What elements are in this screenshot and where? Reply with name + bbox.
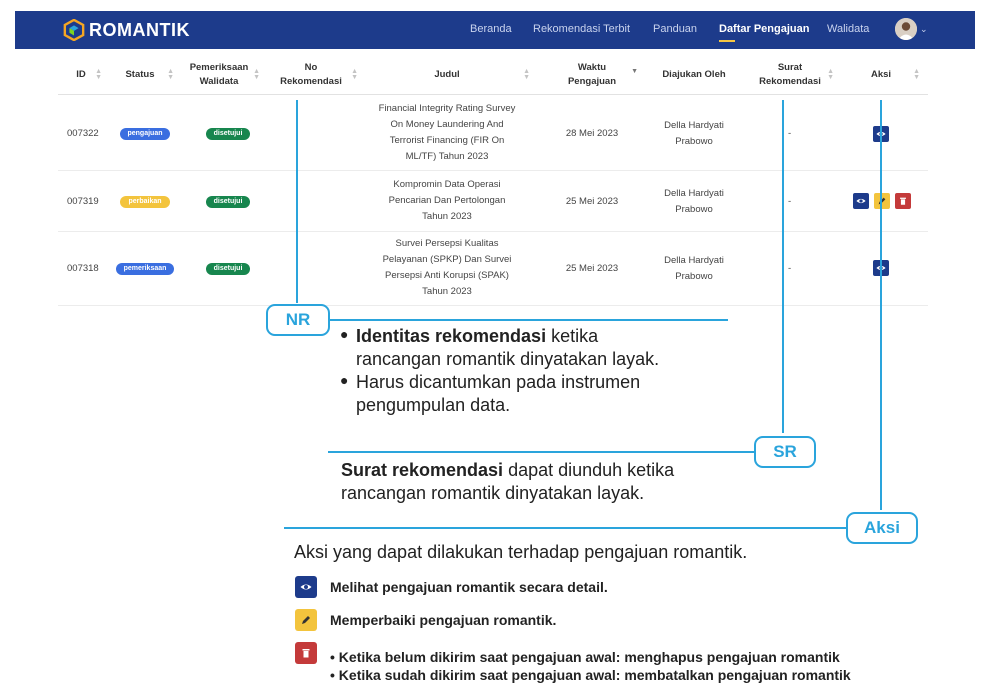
nr-note-1-bold: Identitas rekomendasi: [356, 326, 547, 346]
cell-waktu: 25 Mei 2023: [565, 263, 619, 274]
judul-line: Tahun 2023: [422, 211, 472, 222]
legend-delete-text-2: • Ketika sudah dikirim saat pengajuan awal: membatalkan pengajuan romantik: [330, 667, 851, 683]
nav-item-beranda[interactable]: Beranda: [470, 23, 512, 35]
col-header-waktu-pengajuan[interactable]: [544, 58, 640, 92]
judul-line: Persepsi Anti Korupsi (SPAK): [385, 270, 509, 281]
sr-underline: [328, 451, 754, 453]
cell-diajukan: [644, 253, 744, 285]
row-divider: [58, 170, 928, 171]
col-header-surat-line2: Rekomendasi: [759, 76, 821, 87]
view-button[interactable]: [853, 193, 869, 209]
nav-item-daftar-pengajuan[interactable]: Daftar Pengajuan: [719, 23, 810, 35]
col-header-aksi-label: Aksi: [870, 69, 892, 80]
sort-icon: ▲ ▼: [827, 68, 834, 81]
status-badge: pemeriksaan: [116, 263, 174, 275]
sort-icon: ▲ ▼: [253, 68, 260, 81]
nav-item-walidata[interactable]: Walidata: [827, 23, 870, 35]
chevron-down-icon[interactable]: ⌄: [920, 24, 928, 34]
row-divider: [58, 231, 928, 232]
pencil-icon: [877, 196, 887, 206]
col-header-pemeriksaan-line1: Pemeriksaan: [189, 62, 249, 73]
cell-diajukan: [644, 118, 744, 150]
diajukan-line: Della Hardyati: [664, 188, 724, 199]
legend-delete-line-1: Ketika belum dikirim saat pengajuan awal: menghapus pengajuan romantik: [338, 649, 840, 665]
trash-icon: [300, 647, 312, 659]
cell-diajukan: [644, 186, 744, 218]
legend-view-text: Melihat pengajuan romantik secara detail.: [330, 579, 608, 595]
avatar-image: [895, 18, 917, 40]
status-badge: pengajuan: [120, 128, 170, 140]
cell-surat: -: [788, 128, 792, 139]
judul-line: Pelayanan (SPKP) Dan Survei: [382, 254, 512, 265]
col-header-waktu-label: [568, 61, 616, 89]
judul-line: ML/TF) Tahun 2023: [405, 151, 489, 162]
logo-hexagon-icon: [63, 19, 85, 41]
judul-line: Kompromin Data Operasi: [393, 179, 501, 190]
sr-note-line2: rancangan romantik dinyatakan layak.: [341, 483, 645, 503]
pemeriksaan-badge: disetujui: [206, 196, 250, 208]
col-header-waktu-line1: Waktu: [577, 62, 607, 73]
judul-line: On Money Laundering And: [390, 119, 504, 130]
diajukan-line: Prabowo: [675, 271, 713, 282]
col-header-surat-rekomendasi[interactable]: [744, 58, 836, 92]
nr-note-1-line2: rancangan romantik dinyatakan layak.: [356, 349, 660, 369]
col-header-pemeriksaan-line2: Walidata: [199, 76, 239, 87]
legend-edit-text: Memperbaiki pengajuan romantik.: [330, 612, 557, 628]
top-navbar: [15, 11, 975, 49]
sort-icon: ▲ ▼: [95, 68, 102, 81]
trash-icon: [898, 196, 908, 206]
pemeriksaan-badge: disetujui: [206, 128, 250, 140]
nav-item-rekomendasi-terbit[interactable]: Rekomendasi Terbit: [533, 23, 631, 35]
user-avatar[interactable]: [895, 18, 917, 40]
header-divider: [58, 94, 928, 95]
pemeriksaan-badge: disetujui: [206, 263, 250, 275]
sr-note-bold: Surat rekomendasi: [341, 460, 504, 480]
delete-button[interactable]: [895, 193, 911, 209]
nr-note-2-line2: pengumpulan data.: [356, 395, 511, 415]
sr-note-rest: dapat diunduh ketika: [503, 460, 675, 480]
col-header-status-label: Status: [125, 69, 155, 80]
cell-surat: -: [788, 196, 792, 207]
row-divider: [58, 305, 928, 306]
cell-id: 007322: [67, 128, 99, 139]
cell-id: 007319: [67, 196, 99, 207]
eye-icon: [856, 196, 866, 206]
diajukan-line: Della Hardyati: [664, 120, 724, 131]
app-logo[interactable]: [63, 17, 190, 43]
pencil-icon: [300, 614, 312, 626]
cell-id: 007318: [67, 263, 99, 274]
logo-text: ROMANTIK: [89, 19, 190, 40]
sort-icon: ▲ ▼: [523, 68, 530, 81]
col-header-id-label: ID: [76, 69, 86, 80]
nav-item-panduan[interactable]: Panduan: [653, 23, 698, 35]
legend-edit-button: [295, 609, 317, 631]
nr-note-2: [356, 371, 640, 417]
aksi-callout-badge: Aksi: [846, 512, 918, 544]
col-header-diajukan-label: Diajukan Oleh: [662, 69, 726, 80]
cell-judul: [360, 101, 534, 165]
col-header-diajukan-oleh[interactable]: [644, 58, 744, 92]
col-header-no-line2: Rekomendasi: [280, 76, 342, 87]
col-header-status[interactable]: [104, 58, 176, 92]
cell-waktu: 28 Mei 2023: [565, 128, 619, 139]
nr-note-2-line1: Harus dicantumkan pada instrumen: [356, 372, 641, 392]
nr-note-1: [356, 325, 659, 371]
col-header-no-line1: No: [304, 62, 318, 73]
cell-surat: -: [788, 263, 792, 274]
legend-delete-button: [295, 642, 317, 664]
edit-button[interactable]: [874, 193, 890, 209]
sr-note: [341, 459, 674, 505]
sr-callout-badge: SR: [754, 436, 816, 468]
diajukan-line: Prabowo: [675, 136, 713, 147]
cell-waktu: 25 Mei 2023: [565, 196, 619, 207]
nr-note-1-rest: ketika: [546, 326, 599, 346]
diajukan-line: Della Hardyati: [664, 255, 724, 266]
cell-judul: [360, 236, 534, 300]
status-badge: perbaikan: [120, 196, 170, 208]
col-header-surat-label: [759, 61, 821, 89]
nr-callout-badge: NR: [266, 304, 330, 336]
nr-underline: [330, 319, 728, 321]
sort-icon: ▲ ▼: [167, 68, 174, 81]
col-header-id[interactable]: [58, 58, 104, 92]
judul-line: Pencarian Dan Pertolongan: [388, 195, 506, 206]
judul-line: Financial Integrity Rating Survey: [378, 103, 516, 114]
col-header-surat-line1: Surat: [777, 62, 803, 73]
bullet-dot: ●: [340, 372, 349, 388]
col-header-pemeriksaan[interactable]: [176, 58, 262, 92]
col-header-no-rekomendasi-label: [280, 61, 342, 89]
sort-icon: ▲ ▼: [913, 68, 920, 81]
bullet-dot: ●: [340, 326, 349, 342]
col-header-waktu-line2: Pengajuan: [567, 76, 617, 87]
col-header-judul-label: Judul: [434, 69, 460, 80]
col-header-judul[interactable]: [360, 58, 534, 92]
cell-judul: [360, 177, 534, 225]
legend-delete-line-2: Ketika sudah dikirim saat pengajuan awal: membatalkan pengajuan romantik: [338, 667, 851, 683]
sort-icon: ▲ ▼: [351, 68, 358, 81]
nr-pointer-line: [296, 100, 298, 303]
judul-line: Terrorist Financing (FIR On: [389, 135, 505, 146]
aksi-intro: Aksi yang dapat dilakukan terhadap pengajuan romantik.: [294, 542, 748, 562]
diajukan-line: Prabowo: [675, 204, 713, 215]
col-header-aksi[interactable]: [836, 58, 926, 92]
col-header-no-rekomendasi[interactable]: [262, 58, 360, 92]
sort-desc-icon: ▼: [631, 68, 638, 75]
sr-pointer-line: [782, 100, 784, 433]
aksi-underline: [284, 527, 846, 529]
judul-line: Survei Persepsi Kualitas: [395, 238, 499, 249]
legend-delete-text-1: • Ketika belum dikirim saat pengajuan awal: menghapus pengajuan romantik: [330, 649, 840, 665]
eye-icon: [300, 581, 312, 593]
aksi-pointer-line: [880, 100, 882, 510]
judul-line: Tahun 2023: [422, 286, 472, 297]
legend-view-button: [295, 576, 317, 598]
col-header-pemeriksaan-label: [190, 61, 249, 89]
